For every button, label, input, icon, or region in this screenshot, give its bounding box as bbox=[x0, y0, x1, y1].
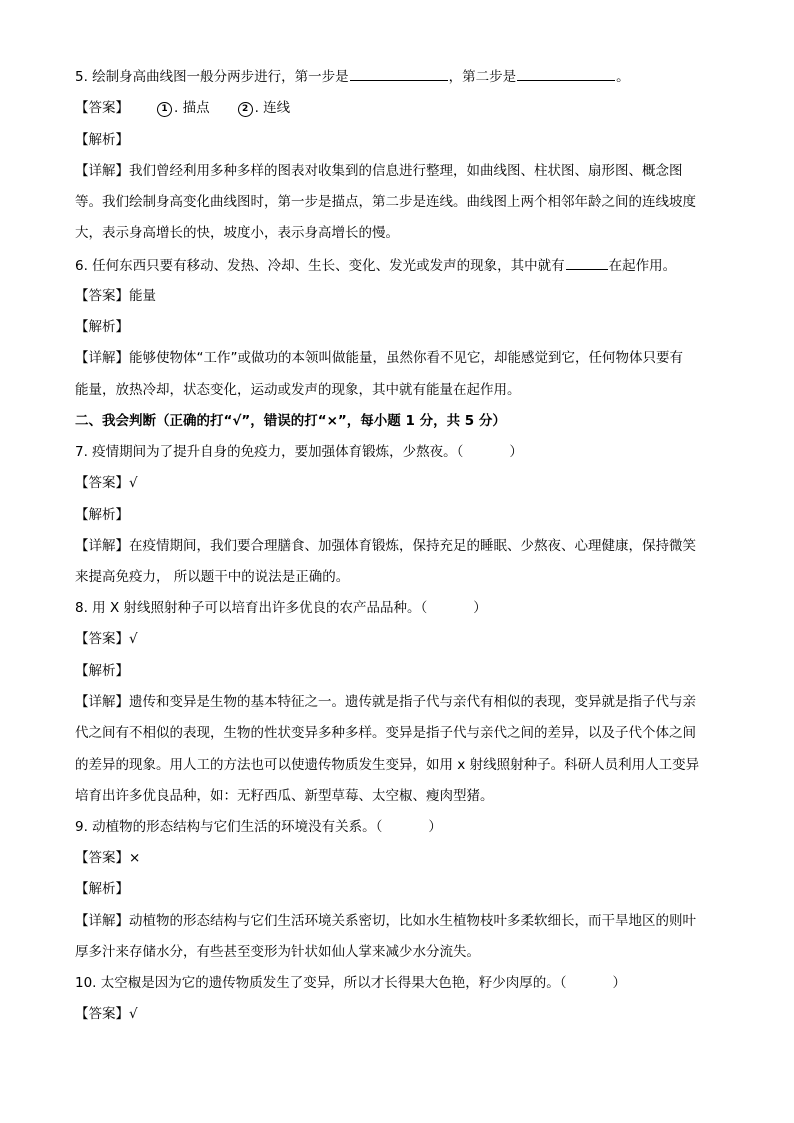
q6-stem-text-a: 6. 任何东西只要有移动、发热、冷却、生长、变化、发光或发声的现象，其中就有 bbox=[75, 258, 565, 274]
q8-answer-value: √ bbox=[129, 631, 138, 647]
q6-detail-text-1: 能够使物体“工作”或做功的本领叫做能量，虽然你看不见它，却能感觉到它，任何物体只要有 bbox=[129, 350, 683, 366]
q7-stem-text-b: ） bbox=[509, 444, 523, 460]
q7-answer-value: √ bbox=[129, 475, 138, 491]
q8-stem-text-a: 8. 用 X 射线照射种子可以培育出许多优良的农产品品种。（ bbox=[75, 600, 428, 616]
answer-label: 【答案】 bbox=[75, 100, 129, 116]
q6-answer bbox=[75, 286, 725, 306]
q9-stem-text-a: 9. 动植物的形态结构与它们生活的环境没有关系。（ bbox=[75, 819, 383, 835]
q6-analysis: 【解析】 bbox=[75, 319, 129, 335]
q5-answer-1: . 描点 bbox=[174, 100, 210, 116]
section-2-heading: 二、我会判断（正确的打“√”，错误的打“×”，每小题 1 分，共 5 分） bbox=[75, 413, 506, 429]
q5-detail-text-1: 我们曾经利用多种多样的图表对收集到的信息进行整理，如曲线图、柱状图、扇形图、概念图 bbox=[129, 163, 683, 179]
q6-blank bbox=[566, 255, 608, 270]
q10-stem-text-b: ） bbox=[612, 975, 627, 991]
q7-detail-line-2: 来提高免疫力， 所以题干中的说法是正确的。 bbox=[75, 569, 350, 585]
q8-detail-line-1 bbox=[75, 692, 725, 712]
q9-analysis: 【解析】 bbox=[75, 881, 129, 897]
q5-stem-text-c: 。 bbox=[616, 69, 630, 85]
q5-detail-line-2: 等。我们绘制身高变化曲线图时，第一步是描点，第二步是连线。曲线图上两个相邻年龄之间的连线坡度 bbox=[75, 194, 696, 210]
q10-stem-text-a: 10. 太空椒是因为它的遗传物质发生了变异，所以才长得果大色艳，籽少肉厚的。（ bbox=[75, 975, 567, 991]
q9-detail-text-1: 动植物的形态结构与它们生活环境关系密切，比如水生植物枝叶多柔软细长，而干旱地区的则叶 bbox=[129, 913, 696, 929]
q5-stem-text-a: 5. 绘制身高曲线图一般分两步进行，第一步是 bbox=[75, 69, 349, 85]
q5-stem-text-b: ，第二步是 bbox=[448, 69, 517, 85]
q9-answer-value: × bbox=[129, 850, 141, 866]
answer-label: 【答案】 bbox=[75, 850, 129, 866]
q8-stem-text-b: ） bbox=[473, 600, 487, 616]
detail-label: 【详解】 bbox=[75, 350, 129, 366]
q8-detail-line-3: 的差异的现象。用人工的方法也可以使遗传物质发生变异，如用 x 射线照射种子。科研人员利用人工变异 bbox=[75, 757, 700, 773]
detail-label: 【详解】 bbox=[75, 913, 129, 929]
q9-detail-line-1 bbox=[75, 911, 725, 931]
q6-detail-line-2: 能量，放热冷却，状态变化，运动或发声的现象，其中就有能量在起作用。 bbox=[75, 382, 521, 398]
q9-answer bbox=[75, 848, 725, 868]
q5-detail-line-1 bbox=[75, 161, 725, 181]
q5-answer-2: . 连线 bbox=[254, 100, 291, 116]
circled-number-1: 1 bbox=[157, 102, 172, 117]
q8-detail-text-1: 遗传和变异是生物的基本特征之一。遗传就是指子代与亲代有相似的表现，变异就是指子代与亲 bbox=[129, 694, 696, 710]
q7-detail-line-1 bbox=[75, 536, 725, 556]
q5-answer bbox=[75, 98, 725, 118]
q9-detail-line-2: 厚多汁来存储水分，有些甚至变形为针状如仙人掌来减少水分流失。 bbox=[75, 944, 480, 960]
q10-answer bbox=[75, 1004, 725, 1024]
answer-label: 【答案】 bbox=[75, 631, 129, 647]
q5-stem bbox=[75, 66, 725, 87]
q8-detail-line-2: 代之间有不相似的表现，生物的性状变异多种多样。变异是指子代与亲代之间的差异，以及子代个体之间 bbox=[75, 725, 696, 741]
q8-analysis: 【解析】 bbox=[75, 663, 129, 679]
q9-stem bbox=[75, 817, 725, 837]
q8-stem bbox=[75, 598, 725, 618]
q6-detail-line-1 bbox=[75, 348, 725, 368]
q6-stem-text-b: 在起作用。 bbox=[608, 258, 677, 274]
answer-label: 【答案】 bbox=[75, 475, 129, 491]
q7-analysis: 【解析】 bbox=[75, 507, 129, 523]
q7-detail-text-1: 在疫情期间，我们要合理膳食、加强体育锻炼，保持充足的睡眠、少熬夜、心理健康，保持微笑 bbox=[129, 538, 696, 554]
answer-label: 【答案】 bbox=[75, 288, 129, 304]
q5-analysis: 【解析】 bbox=[75, 132, 129, 148]
detail-label: 【详解】 bbox=[75, 694, 129, 710]
q6-stem bbox=[75, 255, 725, 276]
q9-stem-text-b: ） bbox=[428, 819, 442, 835]
detail-label: 【详解】 bbox=[75, 163, 129, 179]
detail-label: 【详解】 bbox=[75, 538, 129, 554]
q7-answer bbox=[75, 473, 725, 493]
q6-answer-value: 能量 bbox=[129, 288, 156, 304]
q5-blank-1 bbox=[350, 66, 448, 81]
q5-detail-line-3: 大，表示身高增长的快，坡度小，表示身高增长的慢。 bbox=[75, 225, 399, 241]
q10-stem bbox=[75, 973, 725, 993]
q8-detail-line-4: 培育出许多优良品种，如：无籽西瓜、新型草莓、太空椒、瘦肉型猪。 bbox=[75, 788, 494, 804]
q10-answer-value: √ bbox=[129, 1006, 138, 1022]
q7-stem bbox=[75, 442, 725, 462]
q5-blank-2 bbox=[517, 66, 615, 81]
q7-stem-text-a: 7. 疫情期间为了提升自身的免疫力，要加强体育锻炼，少熬夜。（ bbox=[75, 444, 464, 460]
q8-answer bbox=[75, 629, 725, 649]
circled-number-2: 2 bbox=[238, 102, 253, 117]
answer-label: 【答案】 bbox=[75, 1006, 129, 1022]
